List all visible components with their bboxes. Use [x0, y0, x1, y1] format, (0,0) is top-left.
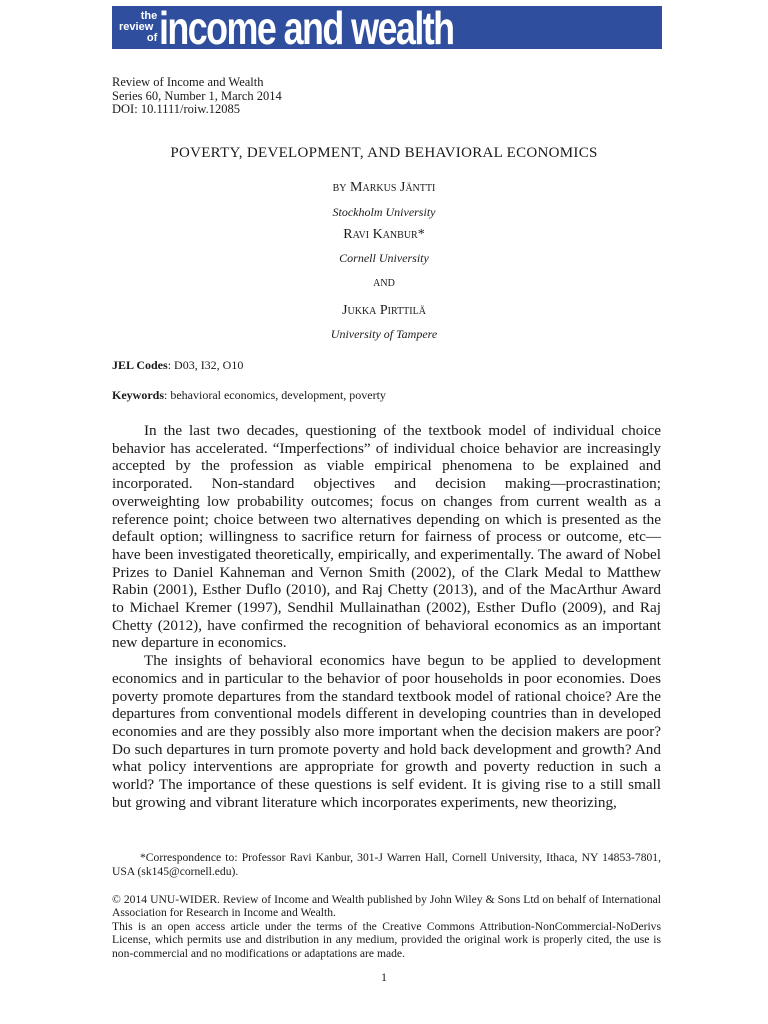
banner-word-review: review — [119, 21, 154, 33]
jel-codes — [112, 358, 243, 373]
body-text — [112, 422, 661, 811]
author-line-1 — [0, 180, 768, 196]
author-affiliation: University of Tampere — [330, 327, 438, 341]
author-name: Jukka Pirttilä — [342, 303, 426, 318]
keywords-value: : behavioral economics, development, poverty — [164, 388, 386, 402]
copyright-line: © 2014 UNU-WIDER. Review of Income and Wealth published by John Wiley & Sons Ltd on behalf of International Association for Research in Income and Wealth. — [112, 893, 661, 920]
journal-banner — [112, 6, 662, 49]
body-paragraph: The insights of behavioral economics have begun to be applied to development economics and in particular to the behavior of poor households in poor economies. Does poverty promote departures from the standard textbook model of rational choice? Are the departures from conventional models different in developing countries than in developed economies and are they possibly also more important when the decision makers are poor? Do such departures in turn promote poverty and hold back development and growth? And what policy interventions are appropriate for growth and poverty reduction in such a world? The importance of these questions is self evident. It is giving rise to a still small but growing and vibrant literature which incorporates experiments, new theorizing, — [112, 652, 661, 811]
keywords — [112, 388, 386, 403]
banner-small-words — [119, 11, 157, 44]
banner-word-the: the — [140, 10, 158, 22]
author-affiliation: Cornell University — [339, 251, 429, 265]
by-label: by — [332, 180, 347, 195]
jel-value: : D03, I32, O10 — [167, 358, 244, 372]
article-title: POVERTY, DEVELOPMENT, AND BEHAVIORAL ECONOMICS — [170, 145, 598, 161]
author-name: Markus Jäntti — [350, 180, 436, 195]
author-affiliation: Stockholm University — [332, 205, 436, 219]
author-name: Ravi Kanbur* — [343, 227, 425, 242]
journal-series: Series 60, Number 1, March 2014 — [112, 88, 282, 103]
jel-label: JEL Codes — [112, 358, 168, 372]
journal-name: Review of Income and Wealth — [112, 75, 264, 89]
keywords-label: Keywords — [112, 388, 164, 402]
body-paragraph: In the last two decades, questioning of the textbook model of individual choice behavior has accelerated. “Imperfections” of individual choice behavior are increasingly accepted by the profession as viable empirical phenomena to be explained and incorporated. Non-standard objectives and decision making—procrastination; overweighting low probability outcomes; focus on changes from current wealth as a reference point; choice between two alternatives depending on which is presented as the default option; willingness to sacrifice return for fairness of process or outcome, etc—have been investigated theoretically, empirically, and experimentally. The award of Nobel Prizes to Daniel Kahneman and Vernon Smith (2002), of the Clark Medal to Matthew Rabin (2001), Esther Duflo (2010), and Raj Chetty (2013), and of the MacArthur Award to Michael Kremer (1997), Sendhil Mullainathan (2002), Esther Duflo (2009), and Raj Chetty (2012), have confirmed the recognition of behavioral economics as an important new departure in economics. — [112, 422, 661, 652]
correspondence-note: *Correspondence to: Professor Ravi Kanbur, 301-J Warren Hall, Cornell University, Ithaca, NY 14853-7801, USA (sk145@cornell.edu). — [112, 851, 661, 878]
copyright-notice — [112, 893, 661, 960]
journal-doi: DOI: 10.1111/roiw.12085 — [112, 102, 240, 116]
journal-info — [112, 76, 282, 117]
license-line: This is an open access article under the terms of the Creative Commons Attribution-NonCommercial-NoDerivs License, which permits use and distribution in any medium, provided the original work is properly cited, the use is non-commercial and no modifications or adaptations are made. — [112, 919, 661, 960]
banner-word-of: of — [146, 32, 158, 44]
banner-title: income and wealth — [159, 6, 454, 49]
footnote — [112, 851, 661, 878]
page-number: 1 — [381, 970, 387, 984]
and-label: and — [373, 275, 395, 290]
